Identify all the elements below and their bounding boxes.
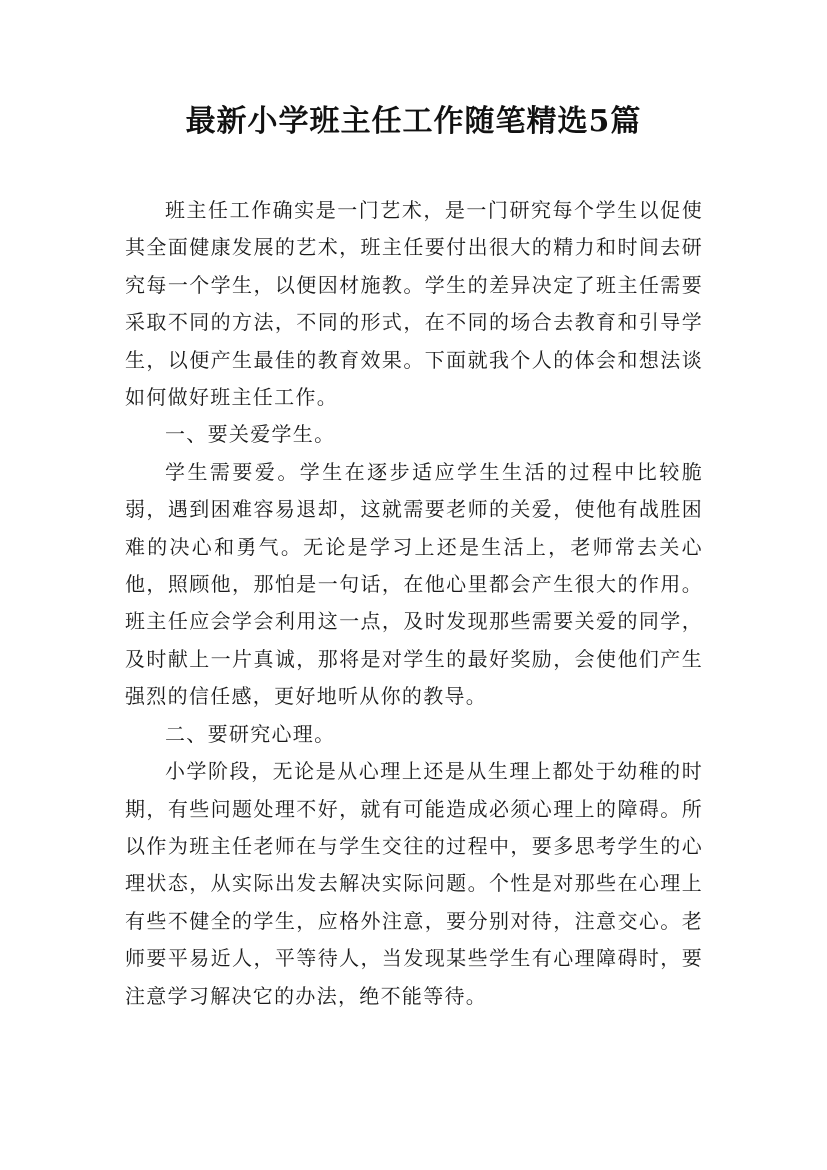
- document-title: 最新小学班主任工作随笔精选5篇: [185, 104, 642, 139]
- section-heading-study-psychology: 二、要研究心理。: [165, 721, 336, 746]
- paragraph-intro: 班主任工作确实是一门艺术，是一门研究每个学生以促使其全面健康发展的艺术，班主任要付出很大的精力和时间去研究每一个学生，以便因材施教。学生的差异决定了班主任需要采取不同的方法，不同的形式，在不同的场合去教育和引导学生，以便产生最佳的教育效果。下面就我个人的体会和想法谈如何做好班主任工作。: [125, 198, 703, 410]
- paragraph-care-for-students: 学生需要爱。学生在逐步适应学生生活的过程中比较脆弱，遇到困难容易退却，这就需要老师的关爱，使他有战胜困难的决心和勇气。无论是学习上还是生活上，老师常去关心他，照顾他，那怕是一句话，在他心里都会产生很大的作用。班主任应会学会利用这一点，及时发现那些需要关爱的同学，及时献上一片真诚，那将是对学生的最好奖励，会使他们产生强烈的信任感，更好地听从你的教导。: [125, 459, 703, 709]
- paragraph-study-psychology: 小学阶段，无论是从心理上还是从生理上都处于幼稚的时期，有些问题处理不好，就有可能造成必须心理上的障碍。所以作为班主任老师在与学生交往的过程中，要多思考学生的心理状态，从实际出发去解决实际问题。个性是对那些在心理上有些不健全的学生，应格外注意，要分别对待，注意交心。老师要平易近人，平等待人，当发现某些学生有心理障碍时，要注意学习解决它的办法，绝不能等待。: [125, 759, 703, 1008]
- section-heading-care-for-students: 一、要关爱学生。: [165, 422, 336, 447]
- document-body: [125, 192, 703, 1015]
